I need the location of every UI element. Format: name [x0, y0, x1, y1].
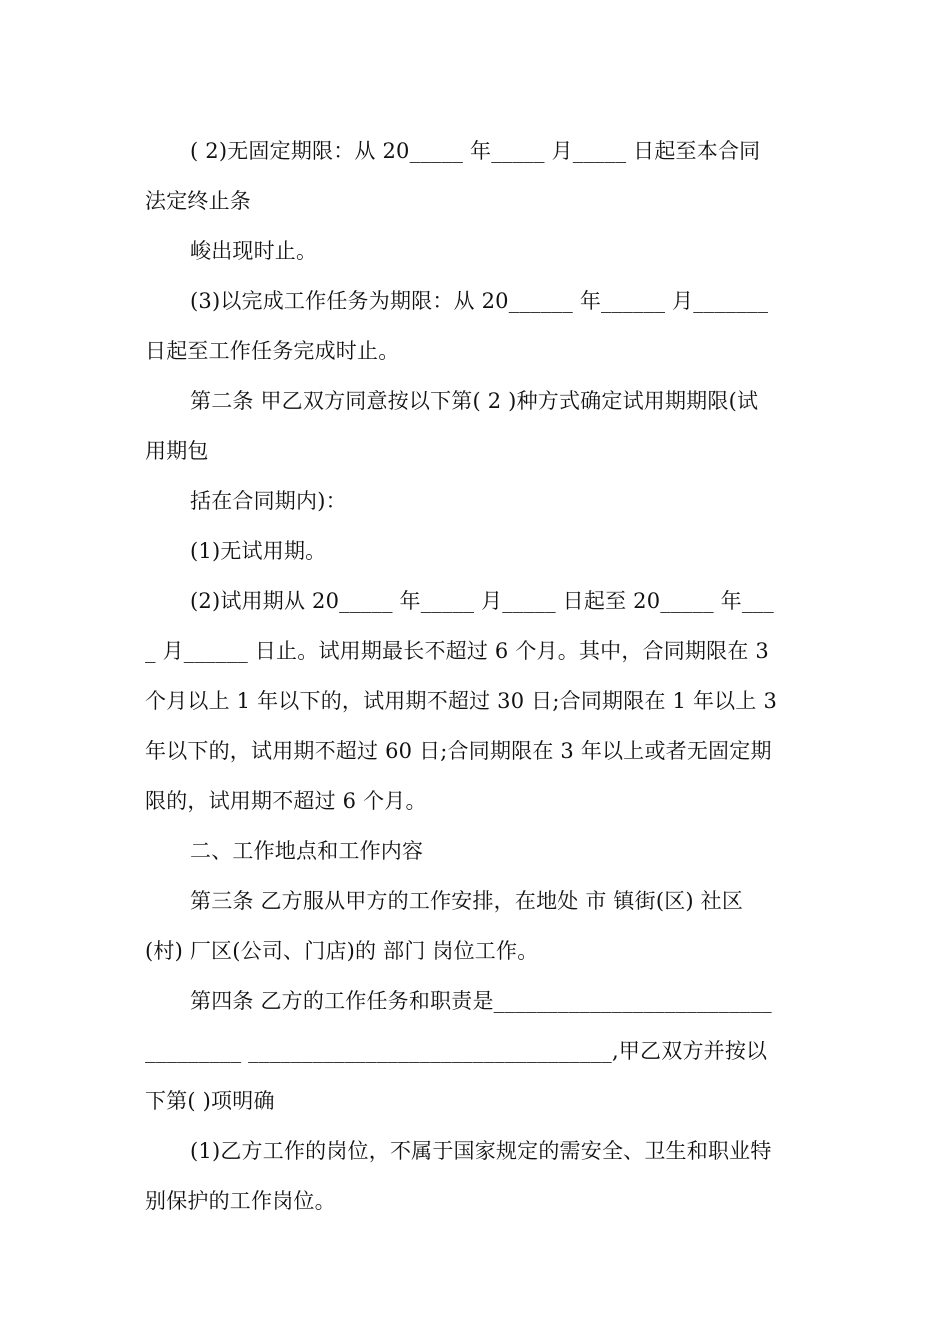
paragraph-line: 年以下的，试用期不超过 60 日;合同期限在 3 年以上或者无固定期 — [145, 739, 772, 763]
paragraph-line: (3)以完成工作任务为期限：从 20______ 年______ 月_______ — [190, 289, 769, 313]
paragraph-line: 第四条 乙方的工作任务和职责是__________________________ — [190, 989, 772, 1013]
paragraph-line: 法定终止条 — [145, 189, 251, 213]
paragraph-line: (2)试用期从 20_____ 年_____ 月_____ 日起至 20_____ 年___ — [190, 589, 774, 613]
paragraph-line: 下第( )项明确 — [145, 1089, 275, 1113]
paragraph-line: 限的，试用期不超过 6 个月。 — [145, 789, 427, 813]
paragraph-line: 别保护的工作岗位。 — [145, 1189, 336, 1213]
paragraph-line: (1)无试用期。 — [190, 539, 327, 563]
paragraph-line: ( 2)无固定期限：从 20_____ 年_____ 月_____ 日起至本合同 — [190, 139, 761, 163]
paragraph-line: (村) 厂区(公司、门店)的 部门 岗位工作。 — [145, 939, 539, 963]
section-heading: 二、工作地点和工作内容 — [190, 839, 424, 863]
paragraph-line: 用期包 — [145, 439, 209, 463]
paragraph-line: _________ __________________________________,甲乙双方并按以 — [145, 1039, 768, 1063]
paragraph-line: 第三条 乙方服从甲方的工作安排，在地处 市 镇街(区) 社区 — [190, 889, 744, 913]
paragraph-line: 峻出现时止。 — [190, 239, 318, 263]
paragraph-line: 括在合同期内)： — [190, 489, 347, 513]
paragraph-line: (1)乙方工作的岗位，不属于国家规定的需安全、卫生和职业特 — [190, 1139, 772, 1163]
paragraph-line: 第二条 甲乙双方同意按以下第( 2 )种方式确定试用期期限(试 — [190, 389, 759, 413]
paragraph-line: 日起至工作任务完成时止。 — [145, 339, 400, 363]
paragraph-line: 个月以上 1 年以下的，试用期不超过 30 日;合同期限在 1 年以上 3 — [145, 689, 778, 713]
paragraph-line: _ 月______ 日止。试用期最长不超过 6 个月。其中，合同期限在 3 — [145, 639, 769, 663]
